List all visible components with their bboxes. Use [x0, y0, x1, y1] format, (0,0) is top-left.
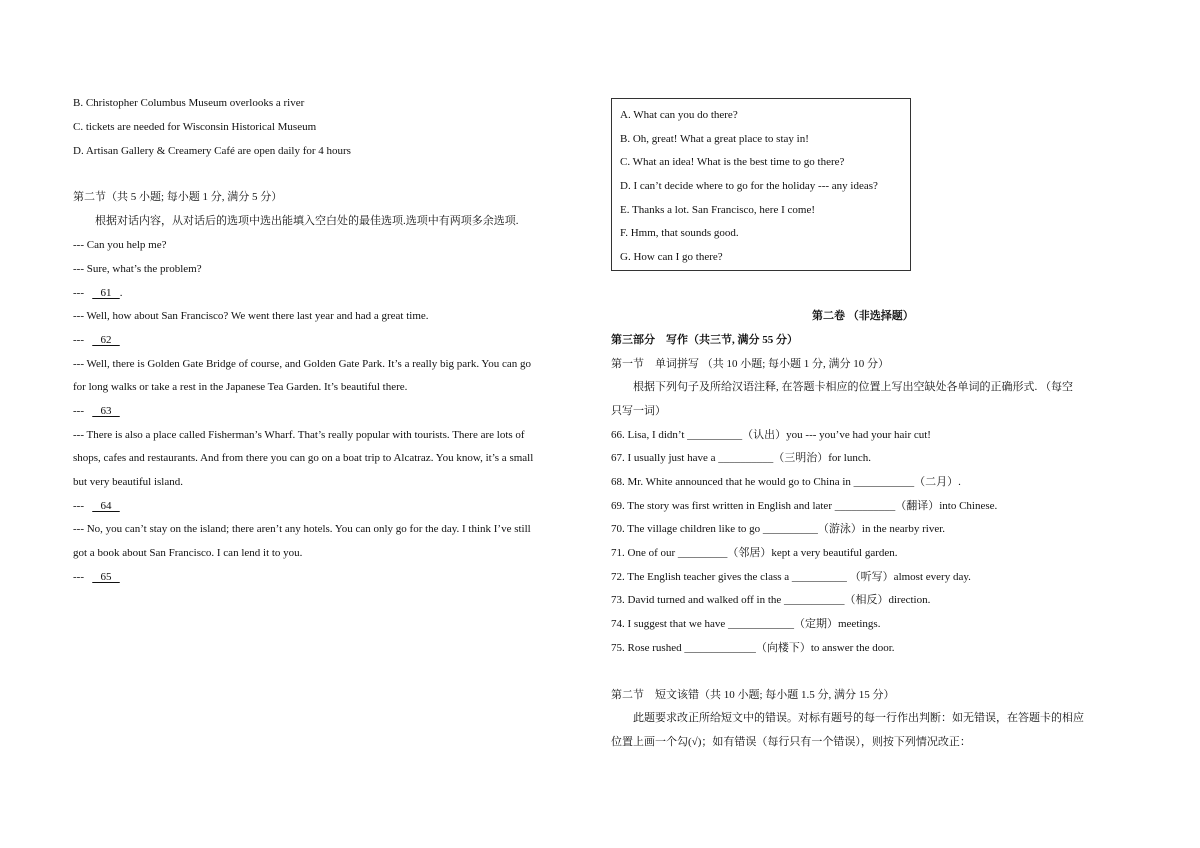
option-f: F. Hmm, that sounds good.	[620, 227, 739, 239]
dialogue-line: for long walks or take a rest in the Japanese Tea Garden. It’s beautiful there.	[73, 381, 408, 393]
dialogue-line: but very beautiful island.	[73, 476, 183, 488]
blank-63-line	[73, 404, 120, 418]
sec1-instruction: 根据下列句子及所给汉语注释, 在答题卡相应的位置上写出空缺处各单词的正确形式. （每空	[633, 381, 1073, 393]
spelling-item-74: 74. I suggest that we have ____________（定期）meetings.	[611, 618, 881, 630]
spelling-item-72: 72. The English teacher gives the class a __________ （听写）almost every day.	[611, 571, 971, 583]
section2-heading: 第二节（共 5 小题; 每小题 1 分, 满分 5 分）	[73, 191, 283, 203]
sec2-instruction: 此题要求改正所给短文中的错误。对标有题号的每一行作出判断：如无错误，在答题卡的相应	[633, 712, 1084, 724]
spelling-item-68: 68. Mr. White announced that he would go to China in ___________（二月）.	[611, 476, 961, 488]
sec2-instruction-cont: 位置上画一个勾(√)；如有错误（每行只有一个错误），则按下列情况改正：	[611, 736, 971, 748]
option-c: C. tickets are needed for Wisconsin Historical Museum	[73, 121, 317, 133]
part3-heading: 第三部分 写作（共三节, 满分 55 分）	[611, 334, 798, 346]
dialogue-dash: ---	[73, 287, 84, 299]
option-b: B. Oh, great! What a great place to stay in!	[620, 133, 809, 145]
option-d: D. Artisan Gallery & Creamery Café are open daily for 4 hours	[73, 145, 351, 157]
dialogue-line: got a book about San Francisco. I can lend it to you.	[73, 547, 303, 559]
dialogue-line: --- No, you can’t stay on the island; there aren’t any hotels. You can only go for the day. I think I’ve still	[73, 523, 531, 535]
option-e: E. Thanks a lot. San Francisco, here I come!	[620, 204, 815, 216]
dialogue-line: --- Sure, what’s the problem?	[73, 263, 202, 275]
blank-62[interactable]: 62	[100, 334, 112, 346]
blank-65[interactable]: 65	[100, 571, 112, 583]
blank-64-line	[73, 499, 120, 513]
option-c: C. What an idea! What is the best time to go there?	[620, 156, 845, 168]
spelling-item-67: 67. I usually just have a __________（三明治）for lunch.	[611, 452, 871, 464]
spelling-item-73: 73. David turned and walked off in the ___________（相反）direction.	[611, 594, 931, 606]
volume-title: 第二卷 （非选择题）	[812, 310, 914, 322]
sec1-instruction-cont: 只写一词）	[611, 405, 666, 417]
spelling-item-69: 69. The story was first written in English and later ___________（翻译）into Chinese.	[611, 500, 998, 512]
section2-instruction: 根据对话内容，从对话后的选项中选出能填入空白处的最佳选项.选项中有两项多余选项.	[95, 215, 519, 227]
dialogue-line: shops, cafes and restaurants. And from there you can go on a boat trip to Alcatraz. You know, it’s a small	[73, 452, 534, 464]
option-d: D. I can’t decide where to go for the holiday --- any ideas?	[620, 180, 878, 192]
dialogue-line: --- Well, how about San Francisco? We went there last year and had a great time.	[73, 310, 429, 322]
sec2-heading: 第二节 短文该错（共 10 小题; 每小题 1.5 分, 满分 15 分）	[611, 689, 895, 701]
spelling-item-70: 70. The village children like to go __________（游泳）in the nearby river.	[611, 523, 946, 535]
dialogue-dash: ---	[73, 334, 84, 346]
dialogue-dash: ---	[73, 500, 84, 512]
spelling-item-71: 71. One of our _________（邻居）kept a very beautiful garden.	[611, 547, 898, 559]
dialogue-options-box	[611, 98, 911, 271]
blank-61[interactable]: 61	[100, 287, 112, 299]
option-g: G. How can I go there?	[620, 251, 723, 263]
blank-64[interactable]: 64	[100, 500, 112, 512]
spelling-item-75: 75. Rose rushed _____________（向楼下）to answer the door.	[611, 642, 895, 654]
option-b: B. Christopher Columbus Museum overlooks a river	[73, 97, 305, 109]
dialogue-dash: ---	[73, 571, 84, 583]
blank-61-line: --- 61 .	[73, 287, 123, 299]
dialogue-line: --- There is also a place called Fisherman’s Wharf. That’s really popular with tourists. There are lots of	[73, 429, 525, 441]
spelling-item-66: 66. Lisa, I didn’t __________（认出）you --- you’ve had your hair cut!	[611, 429, 931, 441]
dialogue-line: --- Well, there is Golden Gate Bridge of course, and Golden Gate Park. It’s a really big park. You can go	[73, 358, 532, 370]
dialogue-line: --- Can you help me?	[73, 239, 167, 251]
blank-63[interactable]: 63	[100, 405, 112, 417]
blank-62-line	[73, 333, 120, 347]
sec1-heading: 第一节 单词拼写 （共 10 小题; 每小题 1 分, 满分 10 分）	[611, 358, 890, 370]
option-a: A. What can you do there?	[620, 109, 738, 121]
blank-65-line	[73, 570, 120, 584]
dialogue-dash: ---	[73, 405, 84, 417]
